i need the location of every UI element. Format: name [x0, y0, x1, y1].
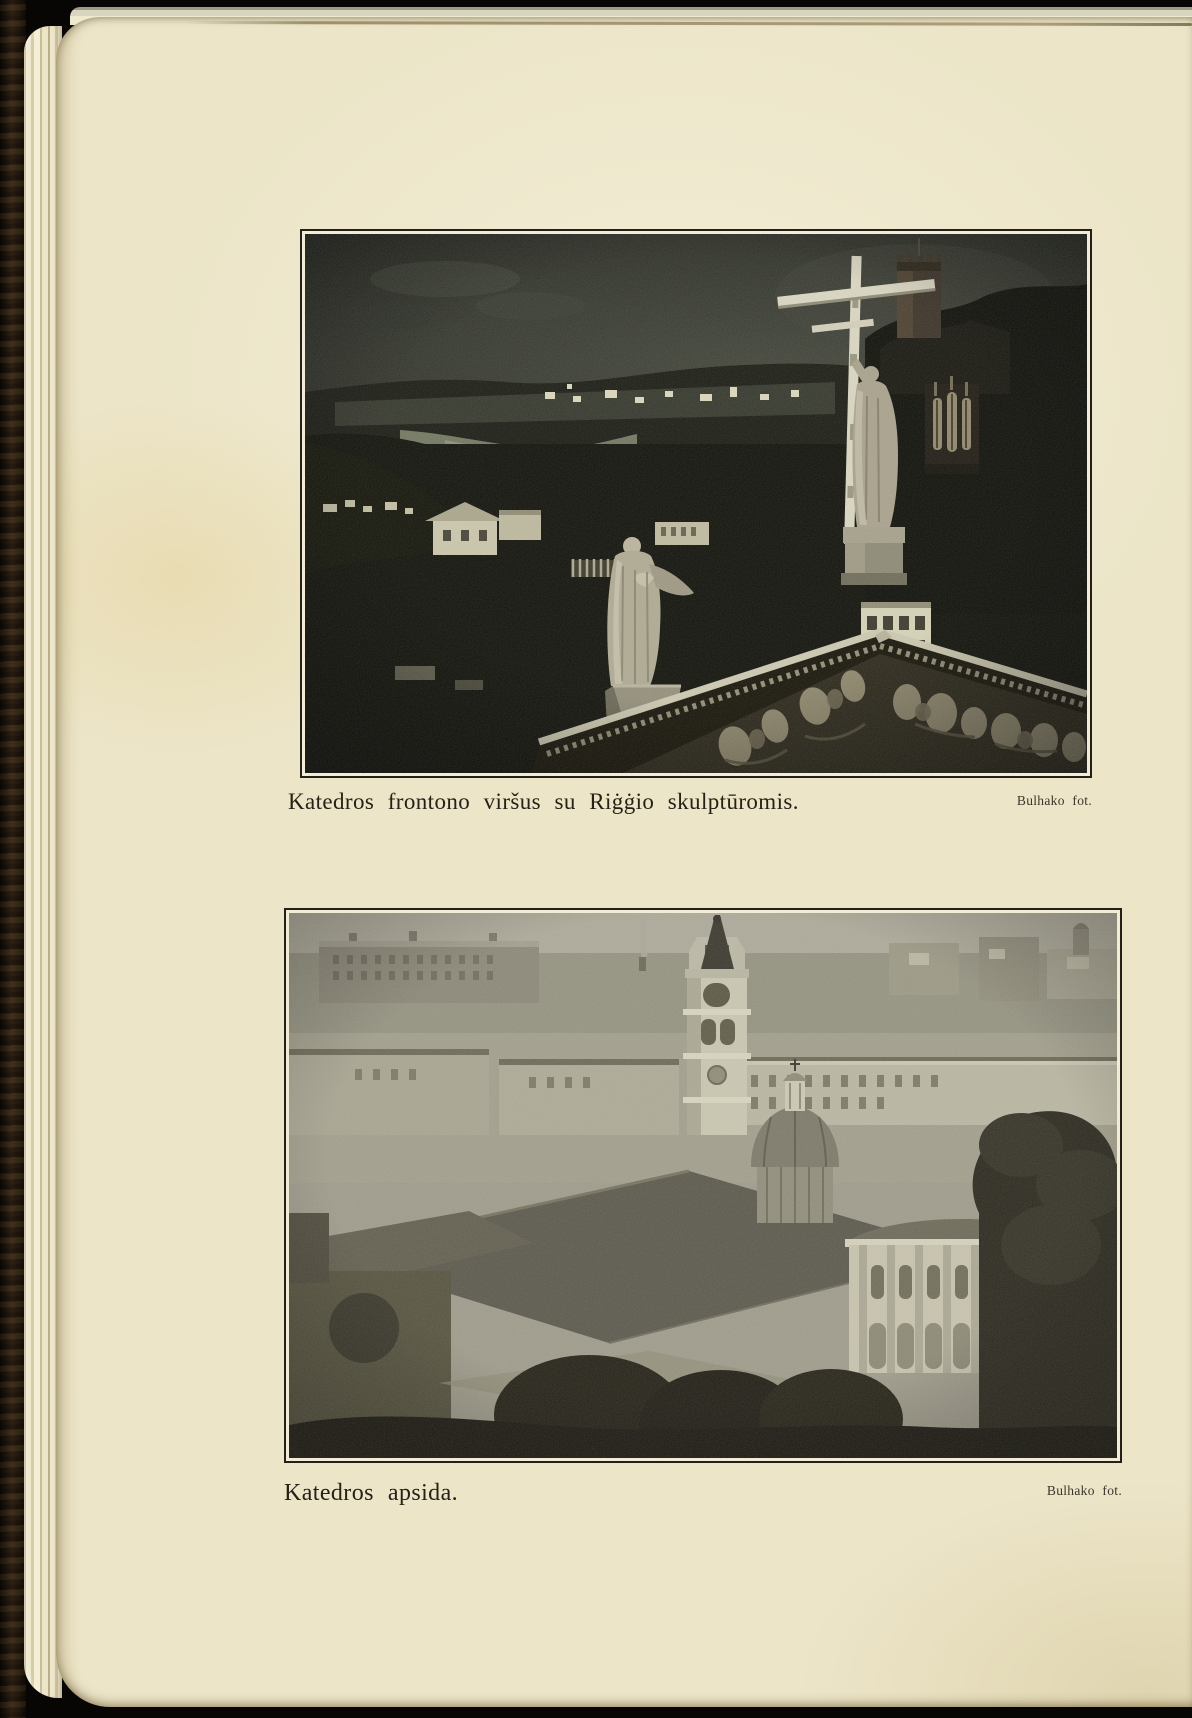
figure-pediment — [300, 229, 1092, 778]
figure1-photo-credit: Bulhako fot. — [1016, 793, 1092, 808]
book-spine — [0, 0, 26, 1718]
figure2-caption-row — [284, 1478, 1122, 1508]
figure-apse — [284, 908, 1122, 1463]
figure1-caption: Katedros frontono viršus su Riġġio skulptūromis. — [288, 789, 799, 814]
page-top-edge-line — [186, 21, 1192, 26]
figure2-photo-credit: Bulhako fot. — [1046, 1483, 1122, 1498]
figure1-caption-row — [288, 788, 1092, 817]
photo-cathedral-pediment — [305, 234, 1087, 773]
figure2-caption: Katedros apsida. — [284, 1480, 459, 1506]
photo-cathedral-apse — [289, 913, 1117, 1458]
